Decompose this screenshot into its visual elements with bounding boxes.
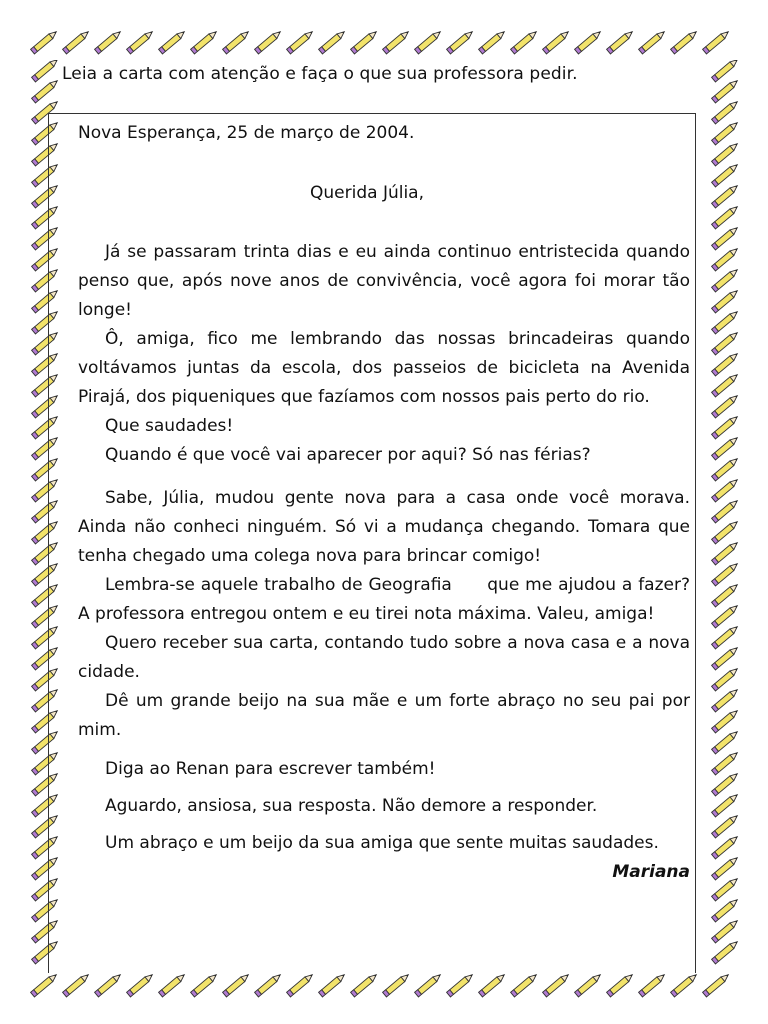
- pencil-icon: [287, 972, 315, 997]
- letter-paragraph-5: Sabe, Júlia, mudou gente nova para a casa onde você morava. Ainda não conheci ninguém. Só vi a mudança chegando. Tomara que tenha chegado uma colega nova para brincar comigo!: [78, 488, 690, 566]
- letter-body: [78, 119, 696, 887]
- pencil-icon: [255, 972, 283, 997]
- pencil-icon: [95, 29, 123, 54]
- pencil-icon: [511, 972, 539, 997]
- letter-paragraph-6: Lembra-se aquele trabalho de Geografia que me ajudou a fazer? A professora entregou ontem e eu tirei nota máxima. Valeu, amiga!: [78, 575, 696, 624]
- pencil-icon: [31, 29, 59, 54]
- letter-paragraph-1: Já se passaram trinta dias e eu ainda continuo entristecida quando penso que, após nove anos de convivência, você agora foi morar tão longe!: [78, 242, 690, 320]
- pencil-icon: [383, 972, 411, 997]
- pencil-icon: [479, 29, 507, 54]
- letter-paragraph-4: Quando é que você vai aparecer por aqui? Só nas férias?: [105, 445, 591, 465]
- pencil-icon: [703, 972, 731, 997]
- pencil-icon: [351, 972, 379, 997]
- letter-signature: Mariana: [612, 862, 690, 882]
- pencil-icon: [607, 29, 635, 54]
- pencil-icon: [287, 29, 315, 54]
- letter-paragraph-11: Um abraço e um beijo da sua amiga que sente muitas saudades.: [105, 833, 659, 853]
- pencil-icon: [511, 29, 539, 54]
- pencil-icon: [63, 972, 91, 997]
- pencil-icon: [671, 972, 699, 997]
- instruction-text: Leia a carta com atenção e faça o que sua professora pedir.: [62, 64, 578, 84]
- pencil-icon: [415, 29, 443, 54]
- pencil-icon: [159, 972, 187, 997]
- pencil-icon: [639, 29, 667, 54]
- letter-paragraph-7: Quero receber sua carta, contando tudo sobre a nova casa e a nova cidade.: [78, 633, 690, 682]
- pencil-icon: [319, 972, 347, 997]
- pencil-icon: [95, 972, 123, 997]
- pencil-border-top: [30, 22, 745, 62]
- pencil-icon: [127, 29, 155, 54]
- pencil-icon: [447, 972, 475, 997]
- pencil-icon: [575, 972, 603, 997]
- pencil-border-right-svg: [704, 60, 746, 970]
- pencil-icon: [255, 29, 283, 54]
- pencil-icon: [223, 29, 251, 54]
- pencil-border-right: [704, 60, 746, 970]
- pencil-icon: [63, 29, 91, 54]
- pencil-icon: [479, 972, 507, 997]
- letter-paragraph-9: Diga ao Renan para escrever também!: [105, 759, 436, 779]
- pencil-icon: [712, 60, 740, 82]
- pencil-icon: [191, 972, 219, 997]
- pencil-icon: [543, 29, 571, 54]
- letter-greeting: Querida Júlia,: [310, 183, 424, 203]
- pencil-icon: [159, 29, 187, 54]
- pencil-icon: [127, 972, 155, 997]
- pencil-icon: [31, 972, 59, 997]
- letter-paragraph-8: Dê um grande beijo na sua mãe e um forte abraço no seu pai por mim.: [78, 691, 690, 740]
- letter-place-date: Nova Esperança, 25 de março de 2004.: [78, 123, 415, 143]
- pencil-icon: [671, 29, 699, 54]
- letter-paragraph-10: Aguardo, ansiosa, sua resposta. Não demore a responder.: [105, 796, 598, 816]
- pencil-border-top-svg: [30, 22, 745, 62]
- pencil-icon: [32, 60, 60, 82]
- letter-paragraph-2: Ô, amiga, fico me lembrando das nossas brincadeiras quando voltávamos juntas da escola, dos passeios de bicicleta na Avenida Pirajá, dos piqueniques que fazíamos com nossos pais perto do rio.: [78, 329, 690, 407]
- pencil-icon: [415, 972, 443, 997]
- pencil-icon: [223, 972, 251, 997]
- pencil-icon: [575, 29, 603, 54]
- pencil-icon: [319, 29, 347, 54]
- pencil-icon: [703, 29, 731, 54]
- letter-paragraph-3: Que saudades!: [105, 416, 234, 436]
- pencil-icon: [383, 29, 411, 54]
- pencil-icon: [607, 972, 635, 997]
- pencil-icon: [447, 29, 475, 54]
- pencil-icon: [351, 29, 379, 54]
- pencil-icon: [543, 972, 571, 997]
- pencil-icon: [191, 29, 219, 54]
- pencil-icon: [639, 972, 667, 997]
